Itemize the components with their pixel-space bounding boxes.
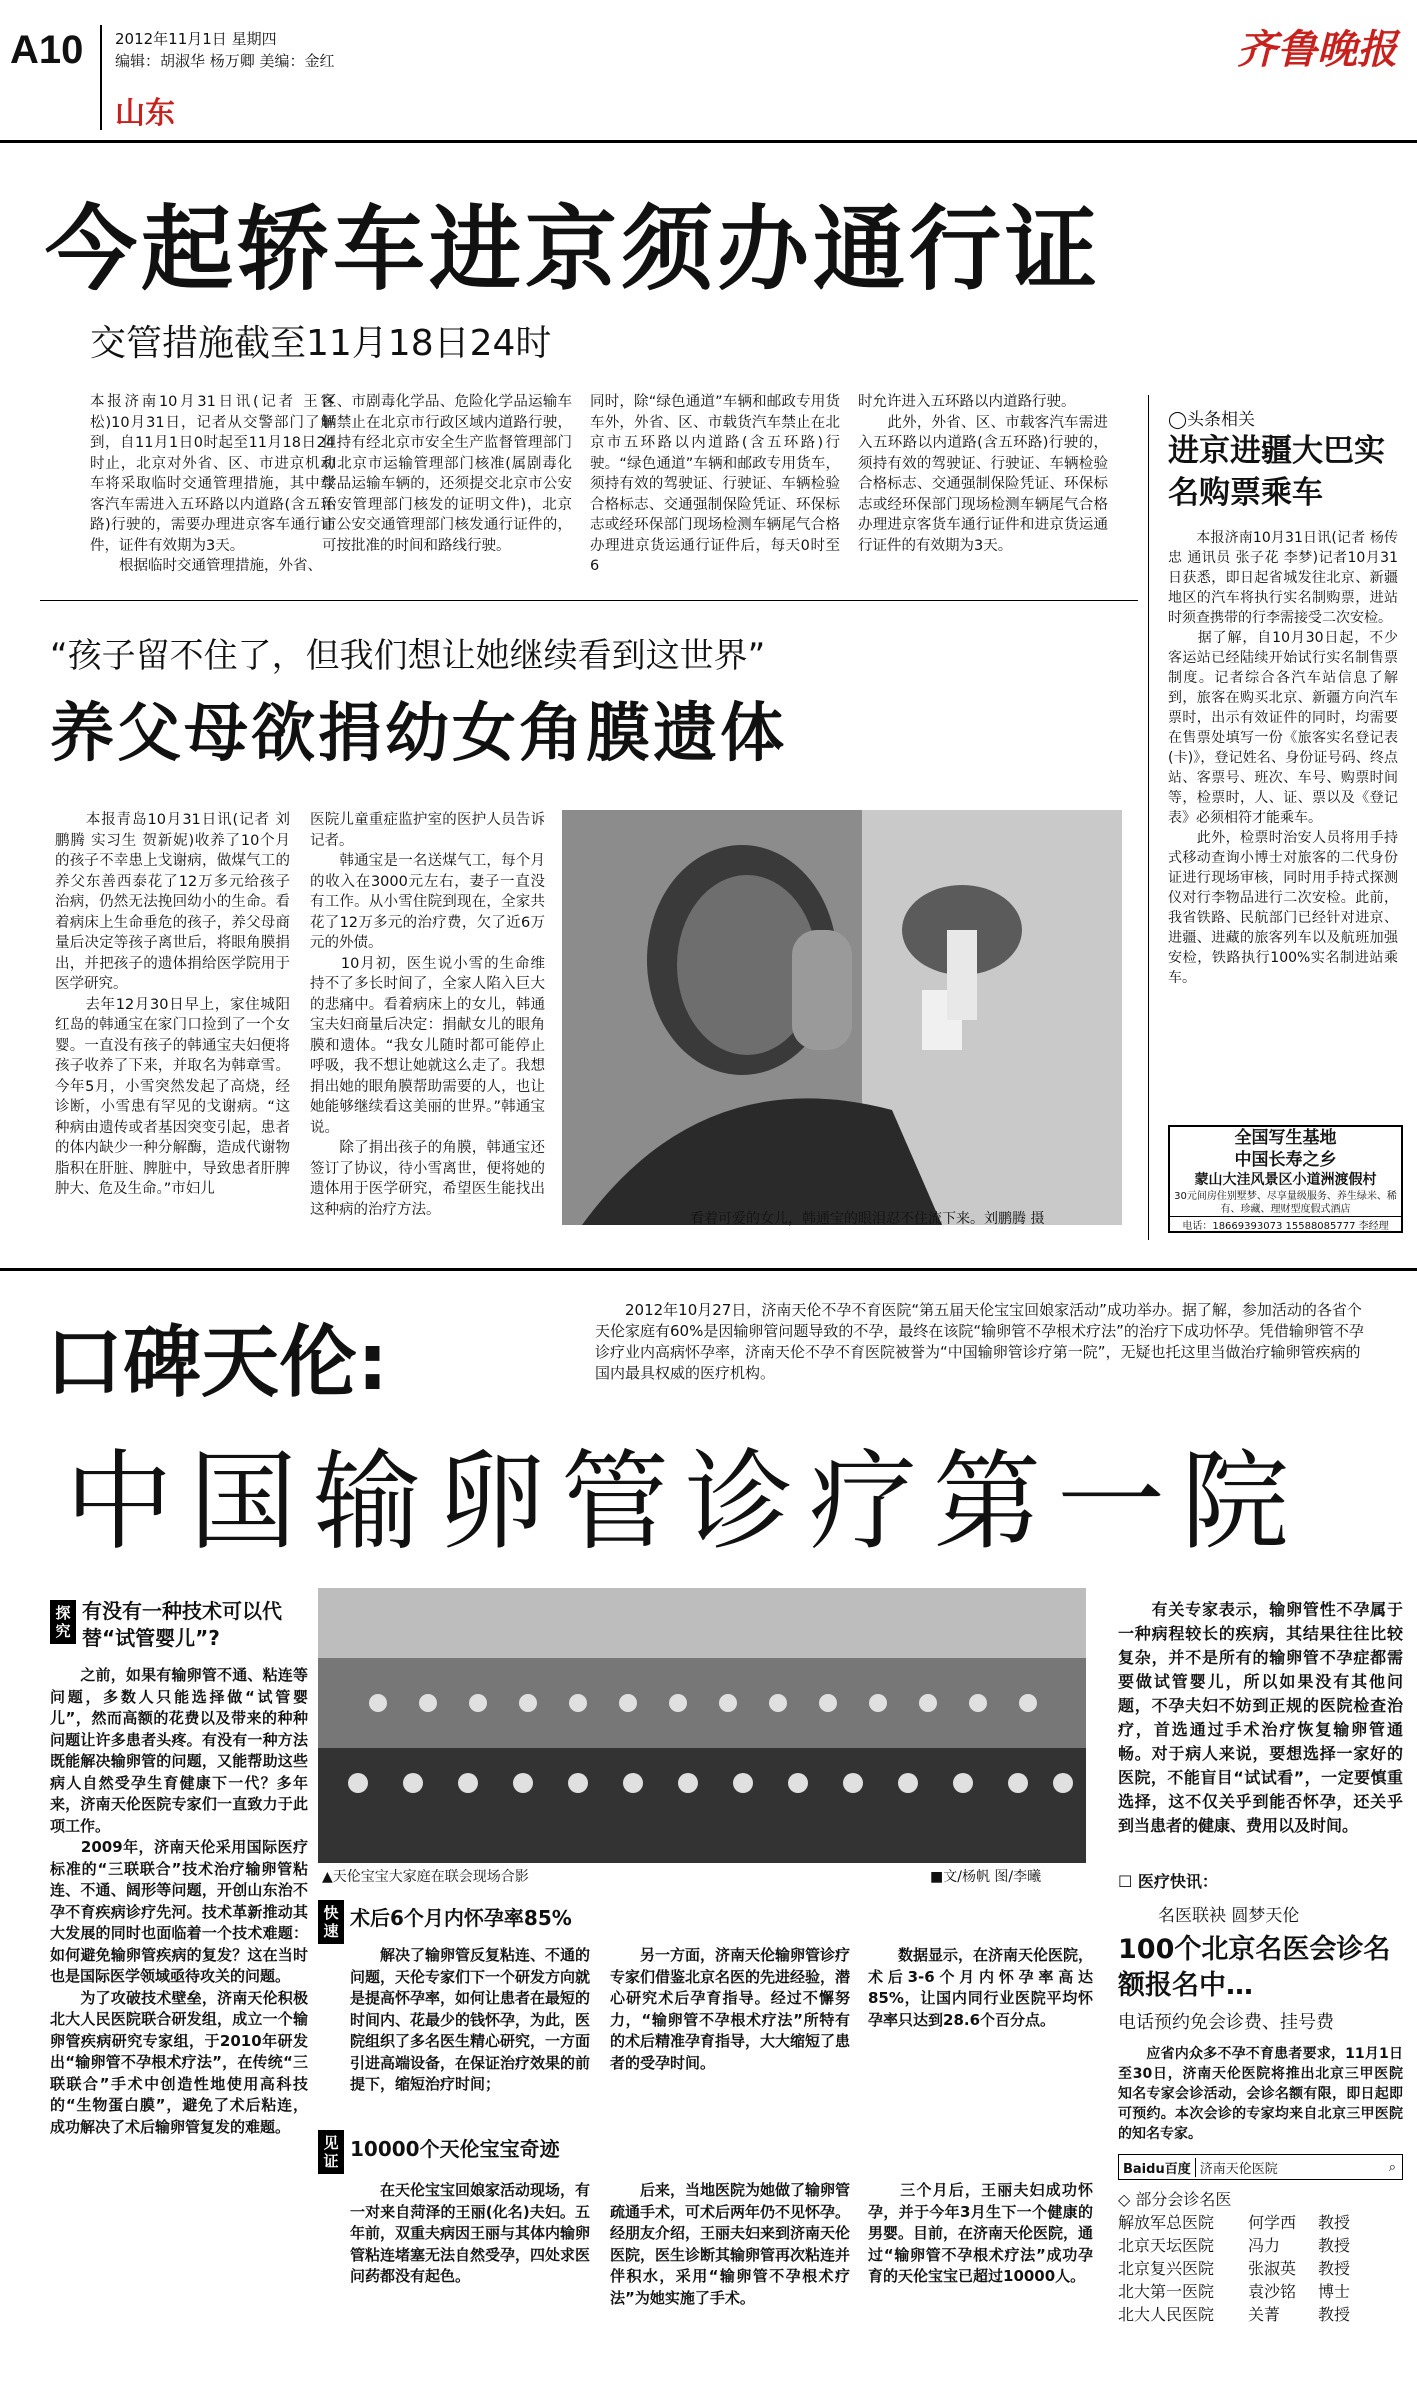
header-meta xyxy=(115,28,335,72)
resort-ad xyxy=(1168,1125,1403,1233)
tag-witness: 见证 xyxy=(318,2130,344,2174)
box-body: 应省内众多不孕不育患者要求，11月1日至30日，济南天伦医院将推出北京三甲医院知名专家会诊活动，会诊名额有限，即日起即可预约。本次会诊的专家均来自北京三甲医院的知名专家。 xyxy=(1118,2046,1403,2142)
families-photo-art xyxy=(318,1588,1086,1863)
doctor-row: 北京天坛医院 冯力 教授 xyxy=(1118,2236,1351,2255)
bot-col2: 后来，当地医院为她做了输卵管疏通手术，可术后两年仍不见怀孕。经朋友介绍，王丽夫妇来到济南天伦医院，医生诊断其输卵管再次粘连并伴积水，采用“输卵管不孕根术疗法”为她实施了手术。 xyxy=(610,2181,851,2307)
doctor-list-title: ◇ 部分会诊名医 xyxy=(1118,2190,1232,2209)
photo2-credit: ■文/杨帆 图/李曦 xyxy=(930,1869,1042,1885)
medical-news-box xyxy=(1118,1870,1403,2370)
section-region: 山东 xyxy=(115,96,175,131)
doctor-table xyxy=(1118,2211,1403,2326)
right-column: 有关专家表示，输卵管性不孕属于一种病程较长的疾病，其结果往往比较复杂，并不是所有的输卵管不孕症都需要做试管婴儿，所以如果没有其他问题，不孕夫妇不妨到正规的医院检查治疗，首选通过手术治疗恢复输卵管通畅。对于病人来说，要想选择一家好的医院，不能盲目“试试看”，一定要慎重选择，这不仅关乎到能否怀孕，还关乎到当患者的健康、费用以及时间。 xyxy=(1118,1600,1403,1835)
box-tag: ☐ 医疗快讯： xyxy=(1118,1872,1218,1891)
header-rule xyxy=(0,140,1417,143)
left-column: 之前，如果有输卵管不通、粘连等问题，多数人只能选择做“试管婴儿”，然而高额的花费以及带来的种种问题让许多患者头疼。有没有一种方法既能解决输卵管的问题，又能帮助这些病人自然受孕生育健康下一代？多年来，济南天伦医院专家们一直致力于此项工作。 2009年，济南天伦采用国际医疗标准的“三联联合”技术治疗输卵管粘连、不通、阔形等问题，开创山东治不孕不育疾病诊疗先河。技术革新推动其大发展的同时也面临着一个技术难题：如何避免输卵管疾病的复发？这在当时也是国际医学领域亟待攻关的问题。 为了攻破技术壁垒，济南天伦积极北大人民医院联合研发组，成立一个输卵管疾病研究专家组，于2010年研发出“输卵管不孕根术疗法”，在传统“三联联合”手术中创造性地使用高科技的“生物蛋白膜”，避免了术后粘连，成功解决了术后输卵管复发的难题。 xyxy=(50,1666,308,2136)
story3-headline: 口碑天伦: xyxy=(45,1318,389,1408)
checkbox-icon: ☐ xyxy=(1118,1872,1133,1891)
story3-headline2: 中国输卵管诊疗第一院 xyxy=(65,1440,1306,1565)
story1-col2: 区、市剧毒化学品、危险化学品运输车辆禁止在北京市行政区域内道路行驶，但持有经北京市安全生产监督管理部门和北京市运输管理部门核准(属剧毒化学品运输车辆的，还须提交北京市公安治安管理部门核发的证明文件)，北京市公安交通管理部门核发通行证件的，可按批准的时间和路线行驶。 xyxy=(322,394,572,554)
story2-headline: 养父母欲捐幼女角膜遗体 xyxy=(50,697,787,771)
newspaper-logo: 齐鲁晚报 xyxy=(1237,26,1397,73)
story1-headline: 今起轿车进京须办通行证 xyxy=(45,196,1102,303)
mid-col3: 数据显示，在济南天伦医院，术后3-6个月内怀孕率高达85%，让国内同行业医院平均怀孕率只达到28.6个百分点。 xyxy=(868,1946,1094,2029)
side-body: 本报济南10月31日讯(记者 杨传忠 通讯员 张子花 李梦)记者10月31日获悉，即日起省城发往北京、新疆地区的汽车将执行实名制购票，进站时须查携带的行李需接受二次安检。 据了解，自10月30日起，不少客运站已经陆续开始试行实名制售票制度。记者综合各汽车站信息了解到，旅客在购买北京、新疆方向汽车票时，出示有效证件的同时，均需要在售票处填写一份《旅客实名登记表(卡)》，登记姓名、身份证号码、终点站、客票号、班次、车号、购票时间等，检票时，人、证、票以及《登记表》必须相符才能乘车。 此外，检票时治安人员将用手持式移动查询小博士对旅客的二代身份证进行现场审核，同时用手持式探测仪对行李物品进行二次安检。此前，我省铁路、民航部门已经针对进京、进疆、进藏的旅客列车以及航班加强安检，铁路执行100%实名制进站乘车。 xyxy=(1168,530,1398,986)
story2-caption: 看着可爱的女儿，韩通宝的眼泪忍不住流下来。刘鹏腾 摄 xyxy=(690,1211,1045,1227)
tag-fast: 快速 xyxy=(318,1900,344,1944)
story2-kicker: “孩子留不住了，但我们想让她继续看到这世界” xyxy=(50,636,766,676)
page-number: A10 xyxy=(10,28,84,72)
ad-line5: 电话：18669393073 15588085777 李经理 xyxy=(1170,1216,1401,1236)
mid-col2: 另一方面，济南天伦输卵管诊疗专家们借鉴北京名医的先进经验，潜心研究术后孕育指导。经过不懈努力，“输卵管不孕根术疗法”所特有的术后精准孕育指导，大大缩短了患者的受孕时间。 xyxy=(610,1946,851,2072)
father-photo-art xyxy=(562,810,1122,1225)
sub-witness: 10000个天伦宝宝奇迹 xyxy=(350,2137,560,2161)
sub-fast: 术后6个月内怀孕率85% xyxy=(350,1906,572,1930)
box-kicker: 名医联袂 圆梦天伦 xyxy=(1158,1906,1300,1926)
story1-col3: 同时，除“绿色通道”车辆和邮政专用货车外，外省、区、市载货汽车禁止在北京市五环路以内道路(含五环路)行驶。“绿色通道”车辆和邮政专用货车，须持有效的驾驶证、行驶证、车辆检验合格标志、交通强制保险凭证、环保标志或经环保部门现场检测车辆尾气合格办理进京货运通行证件后，每天0时至6 xyxy=(590,394,840,574)
issue-date: 2012年11月1日 星期四 xyxy=(115,30,277,48)
story1-subhead: 交管措施截至11月18日24时 xyxy=(90,323,552,364)
ad-line1: 全国写生基地 xyxy=(1234,1128,1337,1148)
circle-icon: ◯ xyxy=(1168,410,1188,430)
story2-col1: 本报青岛10月31日讯(记者 刘鹏腾 实习生 贺新妮)收养了10个月的孩子不幸患上戈谢病，做煤气工的养父东善西泰花了12万多元给孩子治病，仍然无法挽回幼小的生命。看着病床上生命垂危的孩子，养父母商量后决定等孩子离世后，将眼角膜捐出，并把孩子的遗体捐给医学院用于医学研究。 去年12月30日早上，家住城阳红岛的韩通宝在家门口捡到了一个女婴。一直没有孩子的韩通宝夫妇便将孩子收养了下来，并取名为韩章雪。今年5月，小雪突然发起了高烧，经诊断，小雪患有罕见的戈谢病。“这种病由遗传或者基因突变引起，患者的体内缺少一种分解酶，造成代谢物脂积在肝脏、脾脏中，导致患者肝脾肿大、危及生命。”市妇儿 xyxy=(55,812,290,1197)
ad-line2: 中国长寿之乡 xyxy=(1234,1150,1337,1170)
bullet-icon: ◇ xyxy=(1118,2190,1131,2209)
sub-explore: 有没有一种技术可以代替“试管婴儿”? xyxy=(82,1599,282,1650)
editors-line: 编辑：胡淑华 杨万卿 美编：金红 xyxy=(115,52,335,70)
search-brand: Baidu百度 xyxy=(1123,2161,1191,2177)
story1-col1: 本报济南10月31日讯(记者 王客松)10月31日，记者从交警部门了解到，自11月1日0时起至11月18日24时止，北京对外省、区、市进京机动车将采取临时交通管理措施，其中载客汽车需进入五环路以内道路(含五环路)行驶的，需要办理进京客车通行证件，证件有效期为3天。 根据临时交通管理措施，外省、 xyxy=(90,394,335,574)
doctor-row: 北大人民医院 关菁 教授 xyxy=(1118,2305,1351,2324)
father-photo xyxy=(562,810,1122,1225)
search-box xyxy=(1118,2154,1403,2180)
box-subtitle: 电话预约免会诊费、挂号费 xyxy=(1118,2012,1334,2033)
section-rule xyxy=(0,1268,1417,1271)
column-divider xyxy=(1148,395,1149,1240)
bot-col3: 三个月后，王丽夫妇成功怀孕，并于今年3月生下一个健康的男婴。目前，在济南天伦医院，通过“输卵管不孕根术疗法”成功孕育的天伦宝宝已超过10000人。 xyxy=(868,2181,1094,2285)
search-text: 济南天伦医院 xyxy=(1195,2158,1383,2177)
tag-explore: 探究 xyxy=(50,1600,76,1644)
side-tag: ◯头条相关 xyxy=(1168,410,1256,430)
story1-col4: 时允许进入五环路以内道路行驶。 此外，外省、区、市载客汽车需进入五环路以内道路(含五环路)行驶的，须持有效的驾驶证、行驶证、车辆检验合格标志、交通强制保险凭证、环保标志或经环保部门现场检测车辆尾气合格办理进京客货车通行证件和进京货运通行证件的有效期为3天。 xyxy=(858,394,1108,554)
story3-intro: 2012年10月27日，济南天伦不孕不育医院“第五届天伦宝宝回娘家活动”成功举办。据了解，参加活动的各省个天伦家庭有60%是因输卵管问题导致的不孕，最终在该院“输卵管不孕根术疗法”的治疗下成功怀孕。凭借输卵管不孕诊疗业内高病怀孕率，济南天伦不孕不育医院被誉为“中国输卵管诊疗第一院”，无疑也托这里当做治疗输卵管疾病的国内最具权威的医疗机构。 xyxy=(595,1301,1364,1382)
ad-line4: 30元间房住别墅梦、尽享量级服务、养生绿米、稀有、珍藏、理财型度假式酒店 xyxy=(1174,1191,1397,1215)
doctor-row: 解放军总医院 何学西 教授 xyxy=(1118,2213,1351,2232)
header-divider xyxy=(100,25,102,130)
box-title: 100个北京名医会诊名额报名中… xyxy=(1118,1934,1391,2001)
side-title: 进京进疆大巴实名购票乘车 xyxy=(1168,433,1385,511)
photo2-caption: ▲天伦宝宝大家庭在联会现场合影 xyxy=(322,1869,529,1885)
search-icon: ⌕ xyxy=(1388,2159,1396,2175)
mid-col1: 解决了输卵管反复粘连、不通的问题，天伦专家们下一个研发方向就是提高怀孕率，如何让患者在最短的时间内、花最少的钱怀孕，为此，医院组织了多名医生精心研究，一方面引进高端设备，在保证治疗效果的前提下，缩短治疗时间； xyxy=(350,1946,591,2093)
doctor-row: 北大第一医院 袁沙铭 博士 xyxy=(1118,2282,1351,2301)
ad-line3: 蒙山大洼风景区小道洲渡假村 xyxy=(1194,1172,1377,1188)
doctor-row: 北京复兴医院 张淑英 教授 xyxy=(1118,2259,1351,2278)
families-photo xyxy=(318,1588,1086,1863)
story2-col2: 医院儿童重症监护室的医护人员告诉记者。 韩通宝是一名送煤气工，每个月的收入在3000元左右，妻子一直没有工作。从小雪住院到现在，全家共花了12万多元的治疗费，欠了近6万元的外债。 10月初，医生说小雪的生命维持不了多长时间了，全家人陷入巨大的悲痛中。看着病床上的女儿，韩通宝夫妇商量后决定：捐献女儿的眼角膜和遗体。“我女儿随时都可能停止呼吸，我不想让她就这么走了。我想捐出她的眼角膜帮助需要的人，也让她能够继续看这美丽的世界。”韩通宝说。 除了捐出孩子的角膜，韩通宝还签订了协议，待小雪离世，便将她的遗体用于医学研究，希望医生能找出这种病的治疗方法。 xyxy=(310,812,545,1218)
story-divider xyxy=(40,600,1138,601)
bot-col1: 在天伦宝宝回娘家活动现场，有一对来自菏泽的王丽(化名)夫妇。五年前，双重夫病因王丽与其体内输卵管粘连堵塞无法自然受孕，四处求医问药都没有起色。 xyxy=(350,2181,591,2285)
